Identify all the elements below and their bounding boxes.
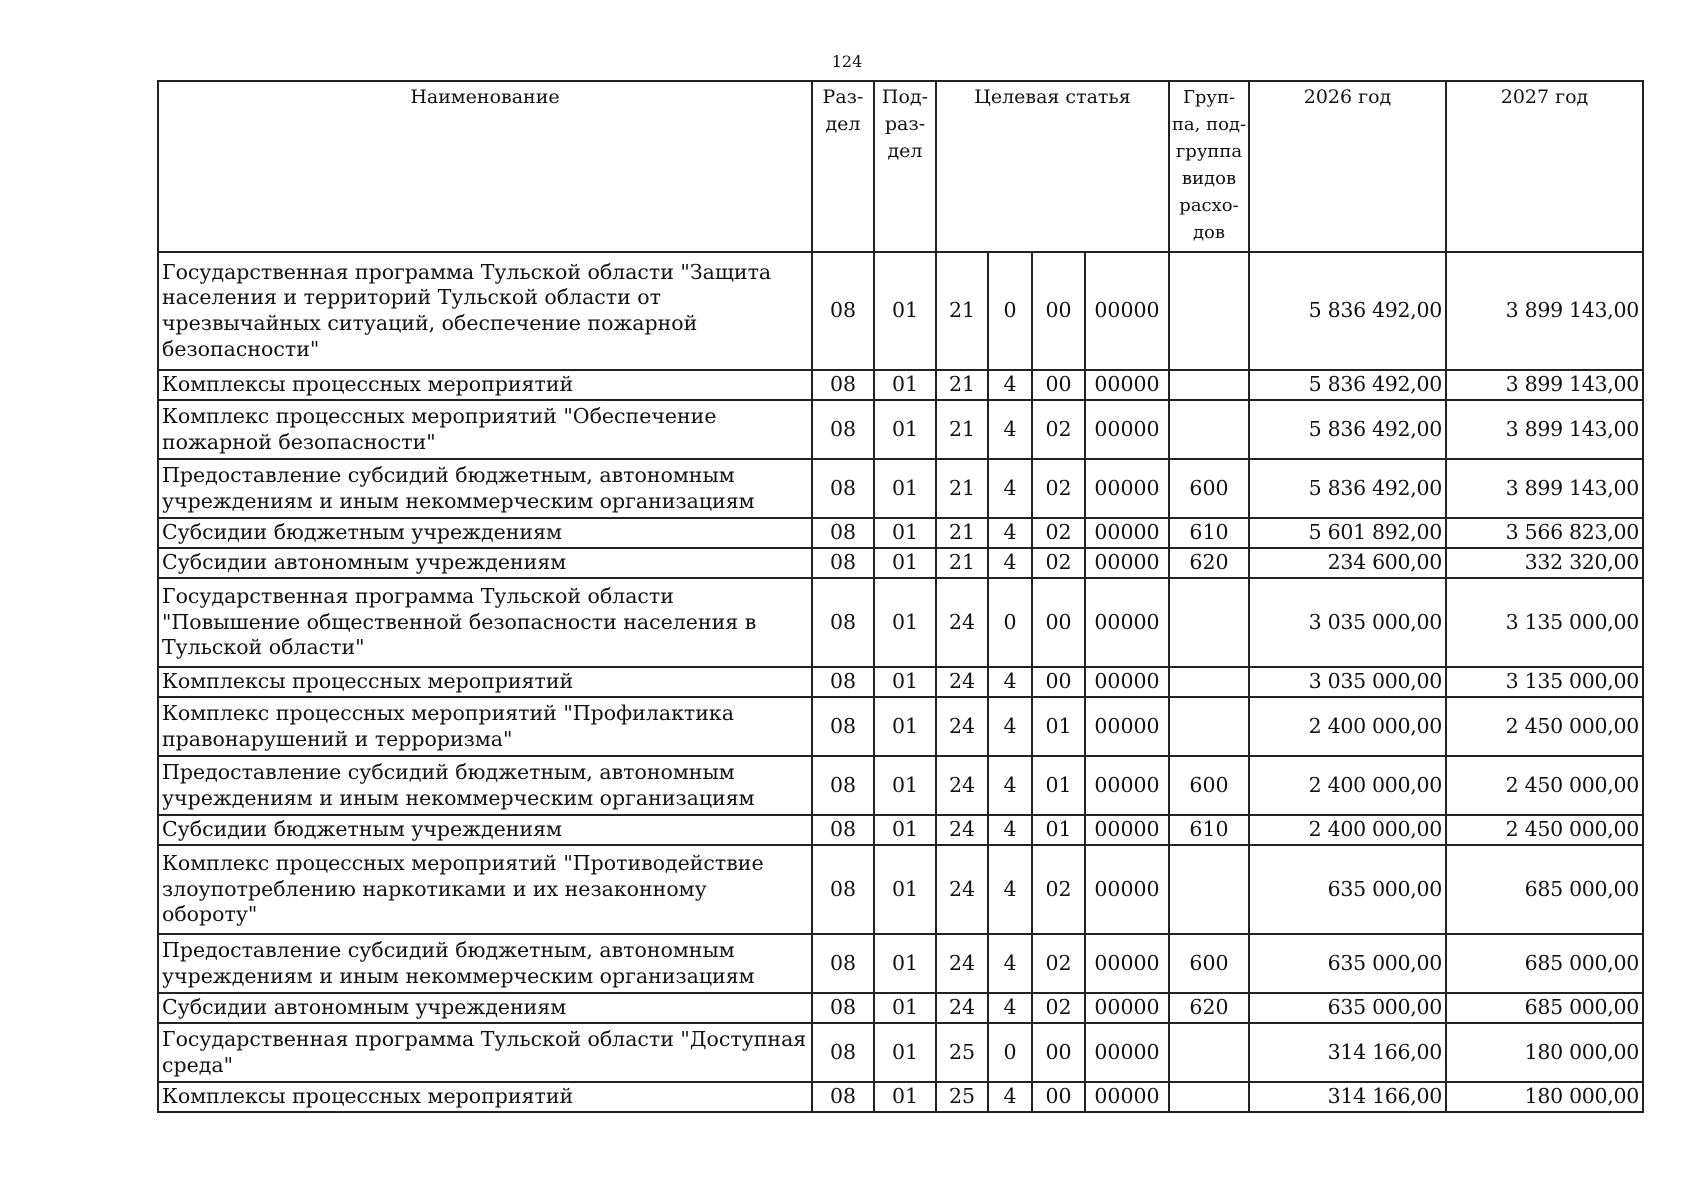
row-subsection: 01 [874,815,936,845]
row-name: Субсидии автономным учреждениям [158,548,812,578]
row-target-element: 02 [1032,845,1085,934]
row-target-program: 24 [936,993,988,1023]
row-target-program: 24 [936,667,988,697]
row-subsection: 01 [874,1082,936,1112]
row-target-type: 0 [988,1023,1032,1082]
row-name: Комплексы процессных мероприятий [158,370,812,400]
header-year-2026: 2026 год [1249,81,1446,252]
row-target-program: 25 [936,1023,988,1082]
row-subsection: 01 [874,993,936,1023]
row-target-program: 24 [936,578,988,667]
row-target-direction: 00000 [1085,697,1169,756]
table-row [158,548,1643,578]
row-target-element: 02 [1032,548,1085,578]
row-amount-2027: 3 566 823,00 [1446,518,1643,548]
row-amount-2026: 314 166,00 [1249,1082,1446,1112]
row-target-direction: 00000 [1085,815,1169,845]
table-row [158,1023,1643,1082]
row-name: Государственная программа Тульской области "Защита населения и территорий Тульской области от чрезвычайных ситуаций, обеспечение пожарной безопасности" [158,252,812,370]
row-section: 08 [812,370,874,400]
row-amount-2027: 3 899 143,00 [1446,252,1643,370]
row-name: Государственная программа Тульской области "Повышение общественной безопасности населения в Тульской области" [158,578,812,667]
row-expense-group [1169,252,1249,370]
row-target-program: 24 [936,845,988,934]
row-target-type: 4 [988,548,1032,578]
row-name: Комплекс процессных мероприятий "Профилактика правонарушений и терроризма" [158,697,812,756]
row-target-element: 00 [1032,578,1085,667]
row-amount-2027: 685 000,00 [1446,934,1643,993]
row-target-program: 24 [936,697,988,756]
row-subsection: 01 [874,667,936,697]
row-amount-2026: 3 035 000,00 [1249,578,1446,667]
row-name: Предоставление субсидий бюджетным, автономным учреждениям и иным некоммерческим организациям [158,459,812,518]
row-amount-2026: 635 000,00 [1249,845,1446,934]
row-expense-group: 610 [1169,518,1249,548]
row-target-type: 4 [988,667,1032,697]
row-expense-group: 600 [1169,756,1249,815]
row-target-program: 25 [936,1082,988,1112]
row-target-element: 00 [1032,252,1085,370]
row-amount-2027: 180 000,00 [1446,1023,1643,1082]
row-amount-2026: 314 166,00 [1249,1023,1446,1082]
row-target-type: 4 [988,459,1032,518]
row-section: 08 [812,578,874,667]
row-expense-group [1169,1082,1249,1112]
row-name: Субсидии бюджетным учреждениям [158,815,812,845]
row-target-program: 21 [936,518,988,548]
row-amount-2027: 3 899 143,00 [1446,370,1643,400]
table-row [158,815,1643,845]
row-target-direction: 00000 [1085,934,1169,993]
row-subsection: 01 [874,697,936,756]
row-amount-2027: 3 899 143,00 [1446,400,1643,459]
row-target-element: 02 [1032,459,1085,518]
row-target-program: 24 [936,934,988,993]
table-row [158,756,1643,815]
row-target-element: 02 [1032,934,1085,993]
row-target-type: 0 [988,252,1032,370]
row-expense-group: 600 [1169,934,1249,993]
row-name: Предоставление субсидий бюджетным, автономным учреждениям и иным некоммерческим организациям [158,756,812,815]
row-target-element: 02 [1032,518,1085,548]
row-section: 08 [812,400,874,459]
row-section: 08 [812,697,874,756]
row-amount-2027: 3 135 000,00 [1446,578,1643,667]
row-amount-2026: 2 400 000,00 [1249,756,1446,815]
row-target-program: 21 [936,459,988,518]
header-year-2027: 2027 год [1446,81,1643,252]
row-target-type: 0 [988,578,1032,667]
row-expense-group: 620 [1169,993,1249,1023]
row-target-program: 21 [936,252,988,370]
row-name: Комплексы процессных мероприятий [158,1082,812,1112]
row-target-type: 4 [988,756,1032,815]
row-amount-2027: 685 000,00 [1446,845,1643,934]
row-subsection: 01 [874,845,936,934]
row-target-program: 21 [936,548,988,578]
budget-table [157,80,1644,1113]
header-expense-group: Груп- па, под- группа видов расхо- дов [1169,81,1249,252]
row-target-type: 4 [988,400,1032,459]
row-section: 08 [812,756,874,815]
row-subsection: 01 [874,548,936,578]
row-amount-2026: 635 000,00 [1249,993,1446,1023]
row-target-direction: 00000 [1085,993,1169,1023]
row-expense-group [1169,845,1249,934]
row-target-element: 00 [1032,1023,1085,1082]
table-row [158,370,1643,400]
row-amount-2027: 3 135 000,00 [1446,667,1643,697]
row-section: 08 [812,518,874,548]
table-row [158,845,1643,934]
row-target-type: 4 [988,370,1032,400]
row-target-direction: 00000 [1085,1023,1169,1082]
table-row [158,459,1643,518]
row-subsection: 01 [874,578,936,667]
row-subsection: 01 [874,252,936,370]
row-amount-2026: 234 600,00 [1249,548,1446,578]
page-number: 124 [831,52,863,71]
row-target-element: 01 [1032,756,1085,815]
table-row [158,993,1643,1023]
row-expense-group: 620 [1169,548,1249,578]
row-section: 08 [812,459,874,518]
row-amount-2027: 2 450 000,00 [1446,756,1643,815]
row-subsection: 01 [874,934,936,993]
row-expense-group: 610 [1169,815,1249,845]
row-subsection: 01 [874,1023,936,1082]
row-section: 08 [812,934,874,993]
row-target-element: 02 [1032,400,1085,459]
row-amount-2026: 5 836 492,00 [1249,370,1446,400]
table-row [158,578,1643,667]
row-amount-2027: 2 450 000,00 [1446,697,1643,756]
row-expense-group [1169,1023,1249,1082]
row-target-type: 4 [988,1082,1032,1112]
row-amount-2027: 685 000,00 [1446,993,1643,1023]
header-name: Наименование [158,81,812,252]
table-body [158,252,1643,1112]
row-section: 08 [812,1023,874,1082]
row-target-element: 00 [1032,667,1085,697]
row-subsection: 01 [874,459,936,518]
row-amount-2026: 5 836 492,00 [1249,459,1446,518]
row-name: Предоставление субсидий бюджетным, автономным учреждениям и иным некоммерческим организациям [158,934,812,993]
table-row [158,252,1643,370]
row-target-type: 4 [988,934,1032,993]
row-expense-group [1169,697,1249,756]
row-name: Субсидии бюджетным учреждениям [158,518,812,548]
row-subsection: 01 [874,400,936,459]
row-target-direction: 00000 [1085,518,1169,548]
row-name: Государственная программа Тульской области "Доступная среда" [158,1023,812,1082]
row-section: 08 [812,548,874,578]
row-subsection: 01 [874,756,936,815]
row-target-direction: 00000 [1085,578,1169,667]
row-expense-group [1169,578,1249,667]
row-name: Комплекс процессных мероприятий "Обеспечение пожарной безопасности" [158,400,812,459]
row-target-element: 00 [1032,1082,1085,1112]
row-target-direction: 00000 [1085,845,1169,934]
header-target-article: Целевая статья [936,81,1169,252]
row-amount-2026: 5 836 492,00 [1249,252,1446,370]
header-subsection: Под- раз- дел [874,81,936,252]
row-section: 08 [812,815,874,845]
row-target-element: 00 [1032,370,1085,400]
row-target-direction: 00000 [1085,459,1169,518]
row-expense-group: 600 [1169,459,1249,518]
row-target-type: 4 [988,993,1032,1023]
row-target-type: 4 [988,518,1032,548]
row-amount-2027: 2 450 000,00 [1446,815,1643,845]
row-section: 08 [812,252,874,370]
row-name: Комплексы процессных мероприятий [158,667,812,697]
row-target-type: 4 [988,815,1032,845]
table-row [158,697,1643,756]
row-amount-2027: 3 899 143,00 [1446,459,1643,518]
table-row [158,934,1643,993]
row-target-element: 02 [1032,993,1085,1023]
row-amount-2026: 2 400 000,00 [1249,697,1446,756]
row-target-direction: 00000 [1085,667,1169,697]
row-subsection: 01 [874,518,936,548]
row-expense-group [1169,667,1249,697]
row-target-program: 24 [936,815,988,845]
row-target-direction: 00000 [1085,1082,1169,1112]
row-target-program: 24 [936,756,988,815]
row-target-program: 21 [936,370,988,400]
header-row [158,81,1643,252]
row-target-element: 01 [1032,815,1085,845]
table-row [158,667,1643,697]
row-target-direction: 00000 [1085,252,1169,370]
row-amount-2026: 3 035 000,00 [1249,667,1446,697]
row-target-direction: 00000 [1085,548,1169,578]
row-section: 08 [812,845,874,934]
row-target-direction: 00000 [1085,400,1169,459]
row-amount-2027: 332 320,00 [1446,548,1643,578]
row-expense-group [1169,400,1249,459]
row-target-direction: 00000 [1085,756,1169,815]
table-row [158,518,1643,548]
row-subsection: 01 [874,370,936,400]
row-amount-2026: 635 000,00 [1249,934,1446,993]
row-section: 08 [812,667,874,697]
row-section: 08 [812,1082,874,1112]
row-name: Комплекс процессных мероприятий "Противодействие злоупотреблению наркотиками и их незаконному обороту" [158,845,812,934]
row-amount-2026: 5 601 892,00 [1249,518,1446,548]
row-expense-group [1169,370,1249,400]
row-name: Субсидии автономным учреждениям [158,993,812,1023]
row-target-type: 4 [988,697,1032,756]
table-row [158,1082,1643,1112]
row-section: 08 [812,993,874,1023]
header-section: Раз- дел [812,81,874,252]
row-amount-2026: 5 836 492,00 [1249,400,1446,459]
row-amount-2026: 2 400 000,00 [1249,815,1446,845]
row-amount-2027: 180 000,00 [1446,1082,1643,1112]
table-row [158,400,1643,459]
row-target-direction: 00000 [1085,370,1169,400]
row-target-program: 21 [936,400,988,459]
row-target-element: 01 [1032,697,1085,756]
row-target-type: 4 [988,845,1032,934]
